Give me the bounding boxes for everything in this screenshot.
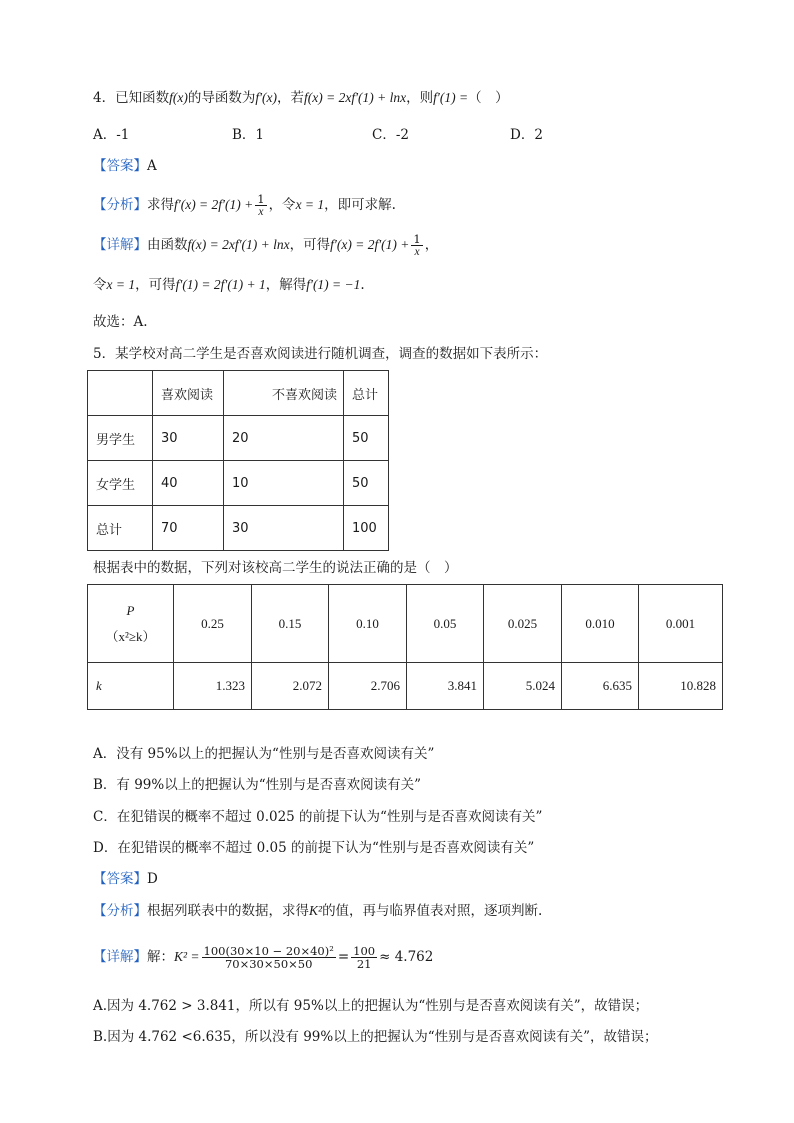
q5-answer-tag: 【答案】 <box>93 871 147 887</box>
fraction-numerator: 100(30×10 − 20×40)² <box>203 944 334 958</box>
q5-stem: 5．某学校对高二学生是否喜欢阅读进行随机调查，调查的数据如下表所示： <box>93 346 548 362</box>
fraction-denominator: x <box>414 246 420 258</box>
q4-equation: f(x) = 2xf′(1) + lnx <box>304 90 407 105</box>
q4-stem-text-b: 的导函数为 <box>187 90 256 106</box>
q5-detail-equals: = <box>337 949 350 965</box>
q4-stem-text-d: ，则 <box>406 90 434 106</box>
table-cell <box>88 371 153 416</box>
q5-answer-value: D <box>147 871 158 887</box>
q5-detail-k: K² = <box>174 949 200 964</box>
table-cell: 0.010 <box>562 585 639 663</box>
table-row-label <box>88 663 174 710</box>
k-label: k <box>96 678 102 693</box>
table-cell: 总计 <box>88 506 153 551</box>
table-header: 不喜欢阅读 <box>224 371 344 416</box>
q5-detail-fraction-2 <box>351 945 377 970</box>
q4-answer <box>93 156 157 176</box>
table-header-row <box>88 371 389 416</box>
q4-analysis-text-d: ，即可求解. <box>324 197 396 213</box>
q5-analysis-text-a: 根据列联表中的数据，求得 <box>147 903 309 919</box>
table-cell: 20 <box>224 416 344 461</box>
q4-detail-fraction <box>411 233 422 258</box>
table-cell: 100 <box>344 506 389 551</box>
table-cell: 70 <box>153 506 224 551</box>
table-cell: 30 <box>224 506 344 551</box>
critical-value-table <box>87 584 723 710</box>
q4-option-d: D．2 <box>510 127 543 143</box>
q5-detail-b: B.因为 4.762 <6.635，所以没有 99%以上的把握认为“性别与是否喜欢阅读有关”，故错误； <box>93 1029 658 1045</box>
q4-analysis-x: x = 1 <box>295 197 325 212</box>
q4-line2-equation: f′(1) = 2f′(1) + 1 <box>175 277 266 292</box>
q5-option-b: B．有 99%以上的把握认为“性别与是否喜欢阅读有关” <box>93 777 422 793</box>
table-cell: 6.635 <box>562 663 639 710</box>
q4-detail-tag: 【详解】 <box>93 237 147 253</box>
table-row <box>88 585 723 663</box>
table-row <box>88 416 389 461</box>
table-cell: 0.15 <box>252 585 329 663</box>
q5-analysis-k: K² <box>309 903 323 918</box>
q4-fp1: f′(1) = <box>433 90 469 105</box>
q5-detail <box>93 940 433 974</box>
q4-analysis-text-b: ，令 <box>268 197 296 213</box>
q4-detail <box>93 230 438 260</box>
table-cell: 3.841 <box>407 663 484 710</box>
q5-option-a: A．没有 95%以上的把握认为“性别与是否喜欢阅读有关” <box>93 746 435 762</box>
q4-stem-text-a: 4．已知函数 <box>93 90 170 106</box>
q4-line2-x: x = 1 <box>106 277 136 292</box>
fraction-denominator: x <box>258 206 264 218</box>
q4-analysis-tag: 【分析】 <box>93 197 147 213</box>
table-cell: 1.323 <box>174 663 252 710</box>
table-cell: 5.024 <box>484 663 562 710</box>
p-label: P <box>126 602 135 618</box>
q4-detail-equation-2: f′(x) = 2f′(1) + <box>330 237 410 252</box>
q5-analysis-tag: 【分析】 <box>93 903 147 919</box>
q4-stem-text-c: ，若 <box>277 90 305 106</box>
q5-analysis <box>93 901 542 921</box>
table-cell: 30 <box>153 416 224 461</box>
q4-stem <box>93 88 509 108</box>
table-row <box>88 461 389 506</box>
table-cell: 2.072 <box>252 663 329 710</box>
q4-detail-equation-1: f(x) = 2xf′(1) + lnx <box>187 237 290 252</box>
p-condition: （x²≥k） <box>105 628 156 644</box>
q4-detail-text-c: ， <box>424 237 439 253</box>
table-cell: 2.706 <box>329 663 407 710</box>
table-cell: 0.025 <box>484 585 562 663</box>
q5-question: 根据表中的数据，下列对该校高二学生的说法正确的是（ ） <box>93 560 458 576</box>
table-cell: 0.10 <box>329 585 407 663</box>
q4-line2-text-d: ，解得 <box>265 277 307 293</box>
q4-line2-result: f′(1) = −1 <box>306 277 361 292</box>
fraction-numerator: 1 <box>257 192 265 206</box>
q4-option-c: C．-2 <box>372 127 409 143</box>
q4-analysis <box>93 190 396 220</box>
q4-analysis-fraction <box>255 193 266 218</box>
contingency-table <box>87 370 389 551</box>
q4-fpx: f′(x) <box>255 90 278 105</box>
fraction-denominator: 21 <box>356 957 372 971</box>
q5-option-d: D．在犯错误的概率不超过 0.05 的前提下认为“性别与是否喜欢阅读有关” <box>93 840 535 856</box>
table-cell: 0.25 <box>174 585 252 663</box>
table-cell: 50 <box>344 461 389 506</box>
table-row <box>88 663 723 710</box>
q5-analysis-text-b: 的值，再与临界值表对照，逐项判断. <box>322 903 543 919</box>
table-cell: 女学生 <box>88 461 153 506</box>
fraction-denominator: 70×30×50×50 <box>224 957 313 971</box>
table-header: 喜欢阅读 <box>153 371 224 416</box>
table-cell: 10 <box>224 461 344 506</box>
q4-option-a: A．-1 <box>93 127 130 143</box>
table-row-label <box>88 585 174 663</box>
q5-answer <box>93 869 158 889</box>
table-cell: 40 <box>153 461 224 506</box>
q4-answer-tag: 【答案】 <box>93 158 147 174</box>
q5-detail-text-a: 解： <box>147 949 174 965</box>
q4-detail-line-2 <box>93 275 365 295</box>
q4-line2-text-e: . <box>360 277 365 293</box>
fraction-numerator: 1 <box>413 232 421 246</box>
table-row <box>88 506 389 551</box>
q4-stem-text-e: （ ） <box>468 90 509 106</box>
q4-detail-text-b: ，可得 <box>289 237 331 253</box>
q5-option-c: C．在犯错误的概率不超过 0.025 的前提下认为“性别与是否喜欢阅读有关” <box>93 809 543 825</box>
q4-analysis-text-a: 求得 <box>147 197 174 213</box>
q5-detail-fraction <box>202 945 336 970</box>
q4-choose: 故选：A. <box>93 314 148 330</box>
table-cell: 50 <box>344 416 389 461</box>
q4-answer-value: A <box>147 158 157 174</box>
q4-detail-text-a: 由函数 <box>147 237 188 253</box>
q4-analysis-equation: f′(x) = 2f′(1) + <box>174 197 254 212</box>
table-cell: 0.001 <box>639 585 723 663</box>
q4-line2-text-c: ，可得 <box>135 277 176 293</box>
table-cell: 男学生 <box>88 416 153 461</box>
q4-option-b: B．1 <box>232 127 265 143</box>
q5-detail-a: A.因为 4.762 > 3.841，所以有 95%以上的把握认为“性别与是否喜欢阅读有关”，故错误； <box>93 998 649 1014</box>
q5-detail-result: ≈ 4.762 <box>379 949 434 965</box>
q5-detail-tag: 【详解】 <box>93 949 147 965</box>
table-header: 总计 <box>344 371 389 416</box>
fraction-numerator: 100 <box>353 944 376 958</box>
table-cell: 0.05 <box>407 585 484 663</box>
q4-fx: f(x) <box>169 90 188 105</box>
table-cell: 10.828 <box>639 663 723 710</box>
q4-line2-text-a: 令 <box>93 277 107 293</box>
